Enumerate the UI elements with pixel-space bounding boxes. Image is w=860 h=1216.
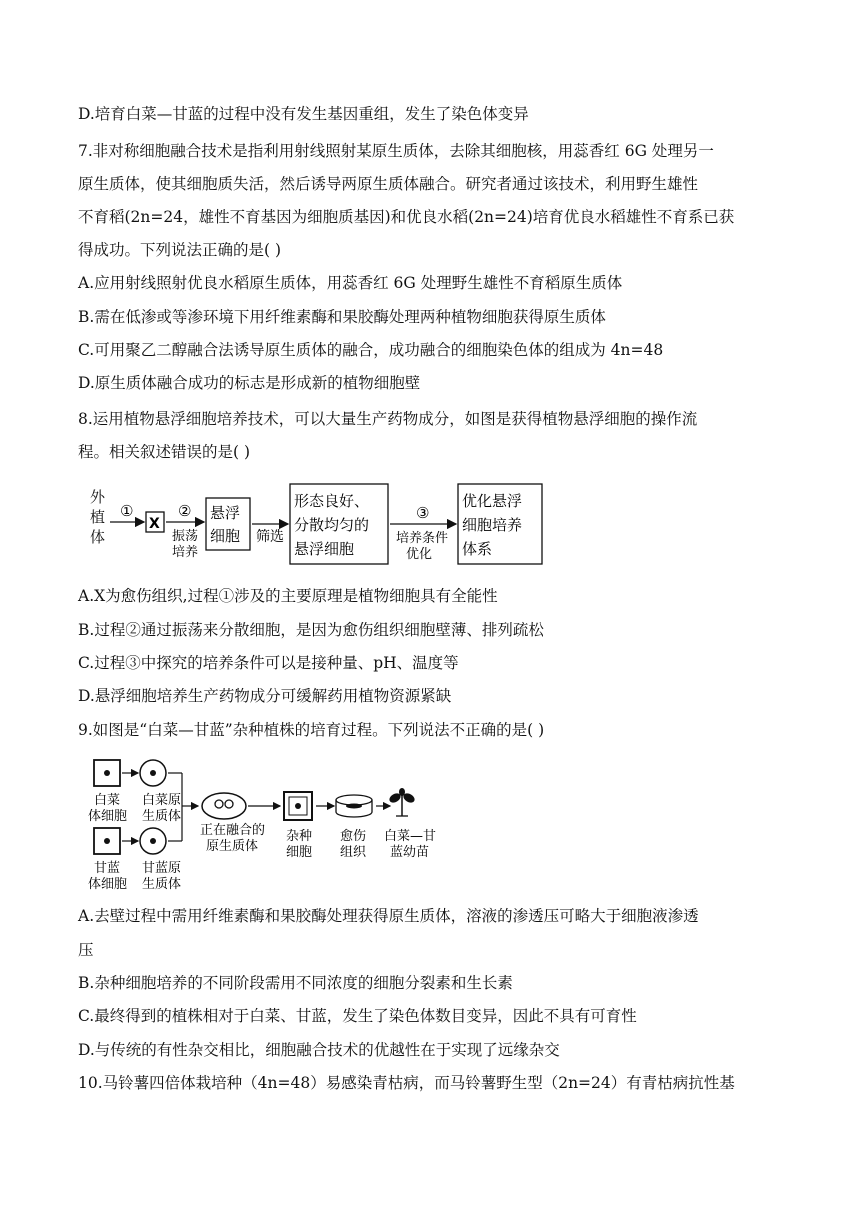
good-suspension-text-1: 形态良好、 xyxy=(294,492,370,510)
source-char-1: 外 xyxy=(90,488,106,506)
step-3-text-1: 培养条件 xyxy=(396,531,449,546)
baicai-protoplast-label-1: 白菜原 xyxy=(142,793,182,808)
ganlan-protoplast-label-1: 甘蓝原 xyxy=(142,861,182,876)
option-7b: B.需在低渗或等渗环境下用纤维素酶和果胶酶处理两种植物细胞获得原生质体 xyxy=(78,308,606,326)
baicai-nucleus-icon xyxy=(104,770,110,776)
option-9c: C.最终得到的植株相对于白菜、甘蓝，发生了染色体数目变异，因此不具有可育性 xyxy=(78,1007,637,1025)
optimized-system-text-1: 优化悬浮 xyxy=(462,492,523,510)
question-7-line-3: 不育稻(2n=24，雄性不育基因为细胞质基因)和优良水稻(2n=24)培育优良水稻雄性不育系已获 xyxy=(78,208,735,226)
ganlan-protoplast-label-2: 生质体 xyxy=(142,877,182,892)
flowchart-svg xyxy=(84,478,554,568)
question-8-line-1: 8.运用植物悬浮细胞培养技术，可以大量生产药物成分，如图是获得植物悬浮细胞的操作流 xyxy=(78,410,698,428)
seedling-icon xyxy=(388,788,416,816)
figure-8-flowchart xyxy=(84,478,554,572)
source-char-2: 植 xyxy=(90,508,106,526)
option-9d: D.与传统的有性杂交相比，细胞融合技术的优越性在于实现了远缘杂交 xyxy=(78,1041,560,1059)
ganlan-nucleus-icon xyxy=(104,838,110,844)
source-char-3: 体 xyxy=(90,528,106,546)
seedling-label-2: 蓝幼苗 xyxy=(390,845,430,860)
question-9: 9.如图是“白菜—甘蓝”杂种植株的培育过程。下列说法不正确的是( ) xyxy=(78,721,545,739)
option-9a-line-2: 压 xyxy=(78,941,94,959)
step-3-text-2: 优化 xyxy=(406,547,433,562)
ganlan-cell-label-1: 甘蓝 xyxy=(94,861,121,876)
fusing-label-1: 正在融合的 xyxy=(200,823,266,838)
fusing-nucleus-1-icon xyxy=(215,800,223,808)
suspension-cell-text-1: 悬浮 xyxy=(210,504,241,522)
seedling-label-1: 白菜—甘 xyxy=(384,829,437,844)
suspension-cell-text-2: 细胞 xyxy=(210,527,241,545)
option-8d: D.悬浮细胞培养生产药物成分可缓解药用植物资源紧缺 xyxy=(78,687,452,705)
option-8c: C.过程③中探究的培养条件可以是接种量、pH、温度等 xyxy=(78,654,459,672)
callus-label-1: 愈伤 xyxy=(340,829,367,844)
step-2-text-2: 培养 xyxy=(172,545,199,560)
x-label: X xyxy=(149,516,160,532)
option-8a: A.X为愈伤组织,过程①涉及的主要原理是植物细胞具有全能性 xyxy=(78,587,498,605)
option-7d: D.原生质体融合成功的标志是形成新的植物细胞壁 xyxy=(78,374,421,392)
optimized-system-text-3: 体系 xyxy=(462,540,493,558)
baicai-cell-label-1: 白菜 xyxy=(94,793,121,808)
option-9a-line-1: A.去壁过程中需用纤维素酶和果胶酶处理获得原生质体，溶液的渗透压可略大于细胞液渗透 xyxy=(78,907,699,925)
good-suspension-text-2: 分散均匀的 xyxy=(294,516,370,534)
question-7-line-2: 原生质体，使其细胞质失活，然后诱导两原生质体融合。研究者通过该技术，利用野生雄性 xyxy=(78,175,699,193)
question-7-line-4: 得成功。下列说法正确的是( ) xyxy=(78,241,282,259)
screen-label: 筛选 xyxy=(256,529,284,545)
figure-9-hybrid-process xyxy=(84,754,454,896)
fusing-protoplast-icon xyxy=(202,793,246,819)
question-10: 10.马铃薯四倍体栽培种（4n=48）易感染青枯病，而马铃薯野生型（2n=24）有青枯病抗性基 xyxy=(78,1074,735,1092)
ganlan-cell-label-2: 体细胞 xyxy=(88,877,128,892)
optimized-system-text-2: 细胞培养 xyxy=(462,516,523,534)
callus-label-2: 组织 xyxy=(340,845,367,860)
hybrid-label-2: 细胞 xyxy=(286,845,313,860)
option-6d: D.培育白菜—甘蓝的过程中没有发生基因重组，发生了染色体变异 xyxy=(78,105,529,123)
good-suspension-text-3: 悬浮细胞 xyxy=(294,540,355,558)
step-2-label: ② xyxy=(178,502,192,520)
hybrid-label-1: 杂种 xyxy=(286,829,313,844)
baicai-cell-label-2: 体细胞 xyxy=(88,809,128,824)
question-7-line-1: 7.非对称细胞融合技术是指利用射线照射某原生质体，去除其细胞核，用蕊香红 6G 处理另一 xyxy=(78,142,714,160)
option-8b: B.过程②通过振荡来分散细胞，是因为愈伤组织细胞壁薄、排列疏松 xyxy=(78,621,544,639)
step-1-label: ① xyxy=(120,502,134,520)
hybrid-nucleus-icon xyxy=(295,803,301,809)
step-2-text-1: 振荡 xyxy=(172,529,199,544)
question-8-line-2: 程。相关叙述错误的是( ) xyxy=(78,443,251,461)
fusing-label-2: 原生质体 xyxy=(206,839,259,854)
ganlan-protoplast-nucleus-icon xyxy=(150,838,156,844)
step-3-label: ③ xyxy=(416,504,430,522)
baicai-protoplast-nucleus-icon xyxy=(150,770,156,776)
option-9b: B.杂种细胞培养的不同阶段需用不同浓度的细胞分裂素和生长素 xyxy=(78,974,513,992)
option-7a: A.应用射线照射优良水稻原生质体，用蕊香红 6G 处理野生雄性不育稻原生质体 xyxy=(78,274,623,292)
fusing-nucleus-2-icon xyxy=(225,800,233,808)
hybrid-process-svg xyxy=(84,754,454,892)
baicai-protoplast-label-2: 生质体 xyxy=(142,809,182,824)
callus-mass-icon xyxy=(346,804,362,809)
option-7c: C.可用聚乙二醇融合法诱导原生质体的融合，成功融合的细胞染色体的组成为 4n=48 xyxy=(78,341,664,359)
